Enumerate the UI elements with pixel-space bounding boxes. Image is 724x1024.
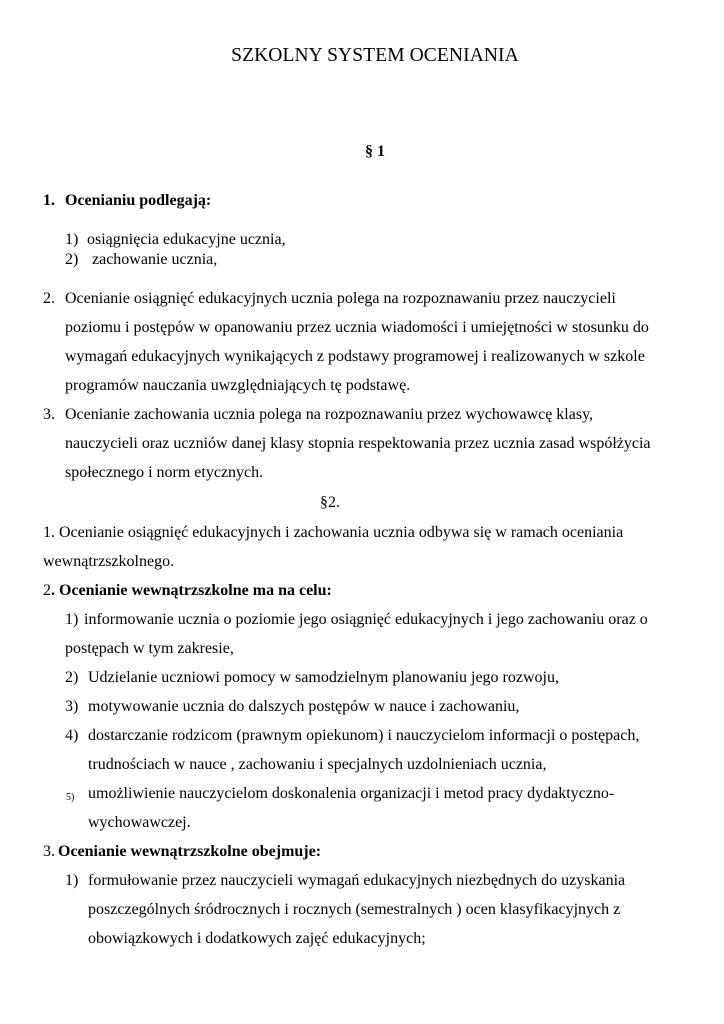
item-3-number: 3. (43, 406, 55, 423)
subitem-line: trudnościach w nauce , zachowaniu i specjalnych uzdolnieniach ucznia, (88, 756, 547, 773)
subitem-text: zachowanie ucznia, (92, 251, 218, 268)
s2-item-3-number: 3. (43, 843, 55, 860)
subitem-line: formułowanie przez nauczycieli wymagań edukacyjnych niezbędnych do uzyskania (88, 872, 626, 889)
subitem-line: dostarczanie rodzicom (prawnym opiekunom) i nauczycielom informacji o postępach, (88, 727, 640, 744)
subitem-line: informowanie ucznia o poziomie jego osiągnięć edukacyjnych i jego zachowaniu oraz o (84, 611, 648, 628)
s2-item-3-heading: Ocenianie wewnątrzszkolne obejmuje: (58, 843, 322, 860)
subitem-number: 3) (65, 698, 79, 715)
subitem-text: osiągnięcia edukacyjne ucznia, (87, 231, 286, 248)
subitem-number: 1) (65, 611, 79, 628)
s2-item-2-text: . Ocenianie wewnątrzszkolne ma na celu: (51, 582, 332, 599)
item-1-heading: Ocenianiu podlegają: (65, 192, 212, 209)
item-1-number: 1. (43, 192, 55, 209)
s2-item-2-number: 2 (43, 582, 51, 599)
subitem-line: motywowanie ucznia do dalszych postępów w nauce i zachowaniu, (88, 698, 520, 715)
item-2-line: poziomu i postępów w opanowaniu przez ucznia wiadomości i umiejętności w stosunku do (65, 319, 649, 336)
subitem-line: umożliwienie nauczycielom doskonalenia organizacji i metod pracy dydaktyczno- (88, 785, 615, 802)
subitem-number: 5) (66, 792, 75, 803)
item-3-line: społecznego i norm etycznych. (65, 464, 264, 481)
subitem-number: 4) (65, 727, 79, 744)
s2-item-1-line: 1. Ocenianie osiągnięć edukacyjnych i zachowania ucznia odbywa się w ramach oceniania (43, 524, 624, 541)
subitem-number: 2) (65, 669, 79, 686)
item-2-line: programów nauczania uwzględniających tę podstawę. (65, 377, 411, 394)
section-heading-1: § 1 (365, 143, 385, 160)
subitem-number: 1) (65, 872, 79, 889)
subitem-line: obowiązkowych i dodatkowych zajęć edukacyjnych; (88, 930, 426, 947)
subitem-number: 2) (65, 251, 79, 268)
item-3-line: Ocenianie zachowania ucznia polega na rozpoznawaniu przez wychowawcę klasy, (65, 406, 594, 423)
item-2-number: 2. (43, 290, 55, 307)
item-3-line: nauczycieli oraz uczniów danej klasy stopnia respektowania przez ucznia zasad współżycia (65, 435, 651, 452)
subitem-line: poszczególnych śródrocznych i rocznych (semestralnych ) ocen klasyfikacyjnych z (88, 901, 621, 918)
item-2-line: Ocenianie osiągnięć edukacyjnych ucznia polega na rozpoznawaniu przez nauczycieli (65, 290, 616, 307)
s2-item-1-line: wewnątrzszkolnego. (43, 553, 175, 570)
subitem-line: Udzielanie uczniowi pomocy w samodzielnym planowaniu jego rozwoju, (88, 669, 559, 686)
document-title: SZKOLNY SYSTEM OCENIANIA (231, 45, 519, 66)
s2-item-2-heading (43, 581, 332, 601)
subitem-number: 1) (65, 231, 79, 248)
subitem-line: postępach w tym zakresie, (65, 640, 234, 657)
section-heading-2: §2. (320, 494, 340, 511)
item-2-line: wymagań edukacyjnych wynikających z podstawy programowej i realizowanych w szkole (65, 348, 645, 365)
subitem-line: wychowawczej. (88, 814, 191, 831)
